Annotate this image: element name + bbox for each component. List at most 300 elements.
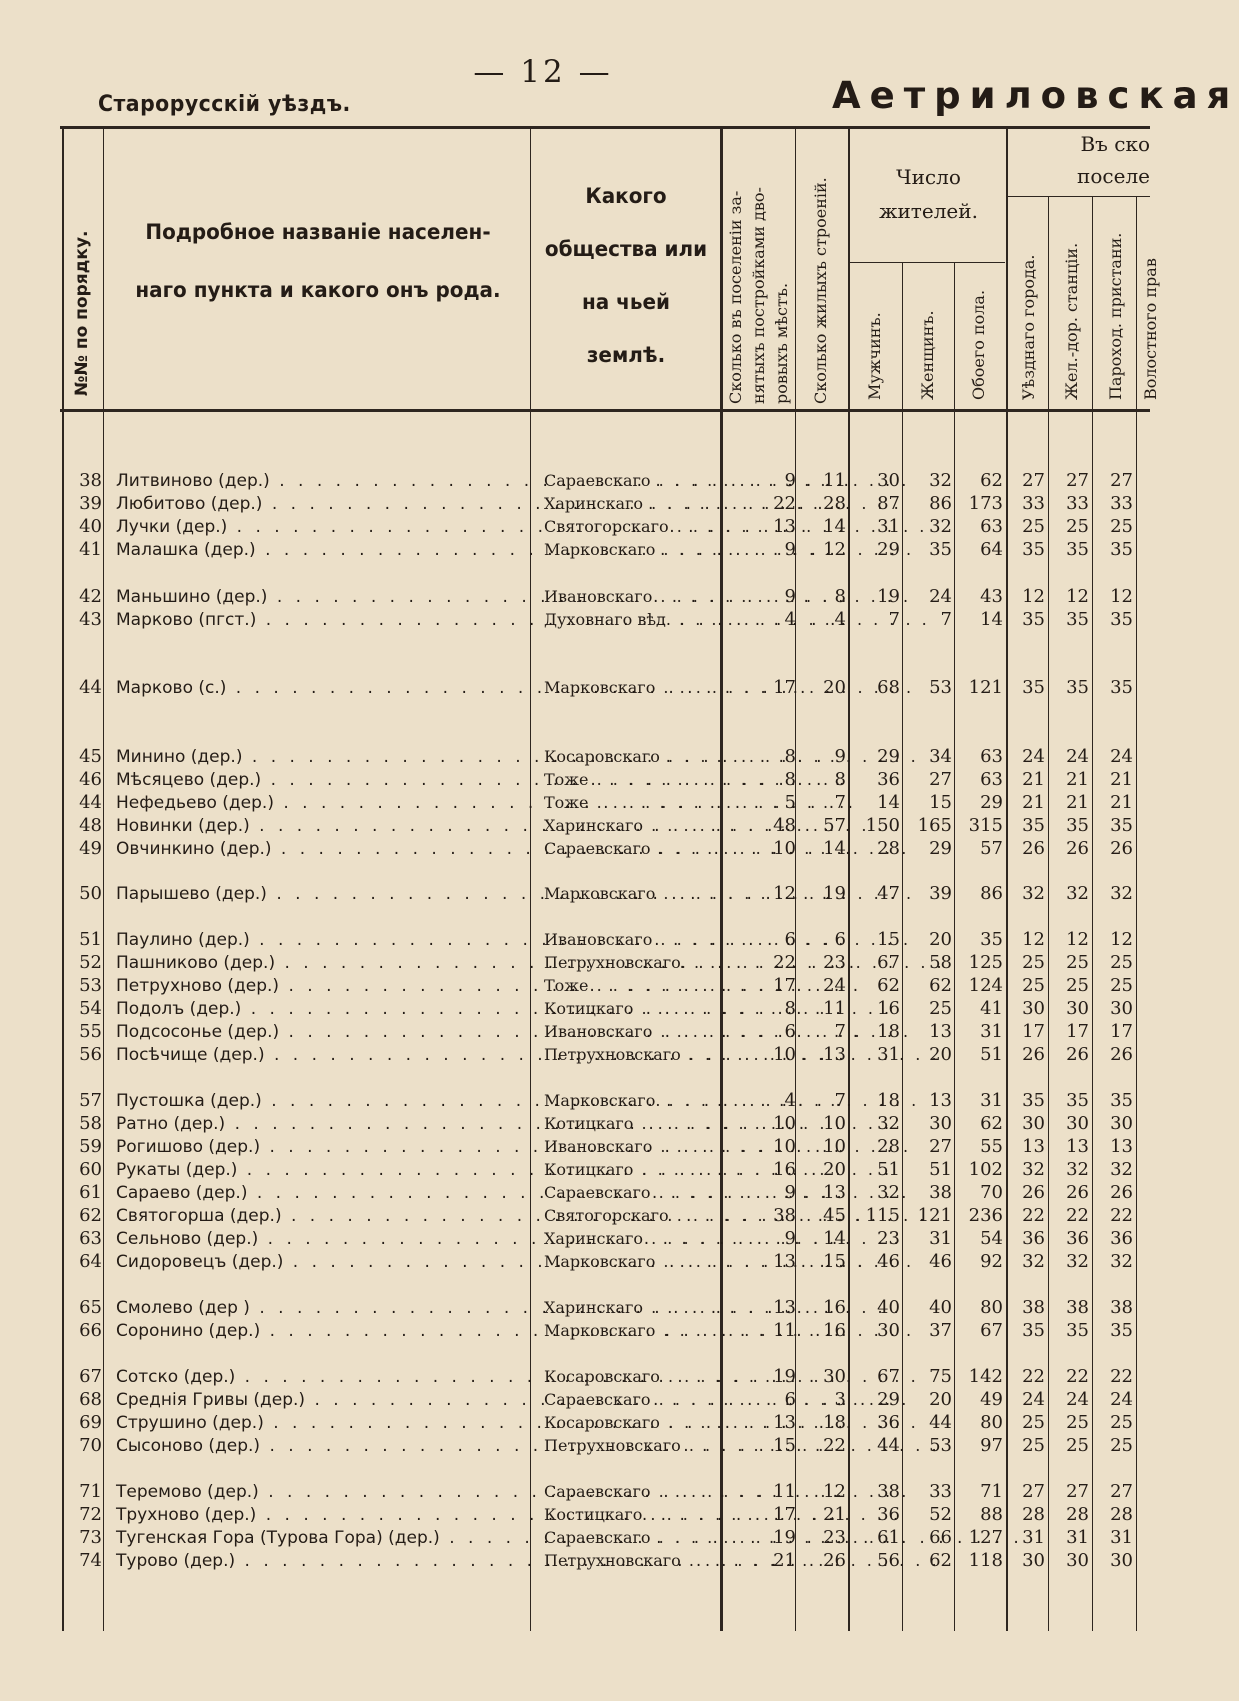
- cell-m: 67: [877, 1366, 900, 1387]
- cell-y: 15: [773, 1435, 796, 1456]
- cell-y: 22: [773, 493, 796, 514]
- cell-d1: 35: [1022, 1320, 1045, 1341]
- cell-d2: 35: [1066, 677, 1089, 698]
- cell-d2: 35: [1066, 609, 1089, 630]
- table-row: [0, 1090, 1150, 1112]
- cell-d1: 32: [1022, 883, 1045, 904]
- settlement-name: Овчинкино (дер.) . . .: [116, 838, 526, 860]
- cell-d3: 30: [1110, 1550, 1133, 1571]
- cell-d2: 21: [1066, 769, 1089, 790]
- cell-b: 10: [823, 1113, 846, 1134]
- cell-d1: 25: [1022, 516, 1045, 537]
- table-top-rule: [60, 126, 1150, 129]
- cell-b: 12: [823, 539, 846, 560]
- cell-d1: 25: [1022, 1435, 1045, 1456]
- cell-m: 40: [877, 1297, 900, 1318]
- table-row: [0, 1481, 1150, 1503]
- table-row: [0, 1366, 1150, 1388]
- row-number: 46: [79, 769, 102, 790]
- cell-m: 29: [877, 539, 900, 560]
- society-name: Тоже . . .: [544, 769, 720, 791]
- society-name: Марковскаго . . .: [544, 883, 720, 905]
- row-number: 54: [79, 998, 102, 1019]
- cell-w: 165: [917, 815, 952, 836]
- society-name: Духовнаго вѣд. . . .: [544, 609, 720, 631]
- cell-b: 14: [823, 838, 846, 859]
- cell-d2: 12: [1066, 586, 1089, 607]
- cell-d1: 35: [1022, 609, 1045, 630]
- cell-y: 17: [773, 1504, 796, 1525]
- cell-t: 62: [980, 470, 1003, 491]
- cell-d3: 27: [1110, 1481, 1133, 1502]
- cell-w: 35: [929, 539, 952, 560]
- cell-d2: 25: [1066, 516, 1089, 537]
- cell-d1: 26: [1022, 1044, 1045, 1065]
- settlement-name: Сидоровецъ (дер.) . . .: [116, 1251, 526, 1273]
- cell-t: 118: [968, 1550, 1003, 1571]
- cell-d1: 26: [1022, 838, 1045, 859]
- cell-d2: 30: [1066, 1113, 1089, 1134]
- population-subheader-rule: [850, 262, 1005, 263]
- cell-d1: 13: [1022, 1136, 1045, 1157]
- cell-w: 44: [929, 1412, 952, 1433]
- table-row: [0, 815, 1150, 837]
- cell-w: 62: [929, 1550, 952, 1571]
- cell-d1: 30: [1022, 1113, 1045, 1134]
- row-number: 64: [79, 1251, 102, 1272]
- cell-y: 13: [773, 1251, 796, 1272]
- cell-b: 30: [823, 1366, 846, 1387]
- cell-d1: 12: [1022, 929, 1045, 950]
- row-number: 40: [79, 516, 102, 537]
- cell-y: 48: [773, 815, 796, 836]
- society-name: Харинскаго . . .: [544, 1228, 720, 1250]
- cell-t: 62: [980, 1113, 1003, 1134]
- cell-t: 14: [980, 609, 1003, 630]
- cell-d1: 22: [1022, 1366, 1045, 1387]
- settlement-name: Литвиново (дер.) . . .: [116, 470, 526, 492]
- cell-b: 20: [823, 677, 846, 698]
- cell-b: 7: [834, 1090, 846, 1111]
- cell-d3: 25: [1110, 1412, 1133, 1433]
- cell-d1: 24: [1022, 1389, 1045, 1410]
- settlement-name: Паулино (дер.) . . .: [116, 929, 526, 951]
- cell-d1: 26: [1022, 1182, 1045, 1203]
- table-row: [0, 1136, 1150, 1158]
- cell-y: 6: [784, 1389, 796, 1410]
- cell-y: 16: [773, 1159, 796, 1180]
- header-women: Женщинъ.: [918, 310, 937, 400]
- cell-b: 14: [823, 1228, 846, 1249]
- cell-d1: 35: [1022, 539, 1045, 560]
- row-number: 70: [79, 1435, 102, 1456]
- society-name: Сараевскаго . . .: [544, 1527, 720, 1549]
- cell-w: 37: [929, 1320, 952, 1341]
- society-name: Петрухновскаго. . . .: [544, 952, 720, 974]
- table-row: [0, 929, 1150, 951]
- cell-t: 121: [968, 677, 1003, 698]
- society-name: Сараевскаго . . .: [544, 1182, 720, 1204]
- row-number: 57: [79, 1090, 102, 1111]
- settlement-name: Марково (с.) . . .: [116, 677, 526, 699]
- cell-b: 16: [823, 1297, 846, 1318]
- table-row: [0, 952, 1150, 974]
- table-row: [0, 516, 1150, 538]
- cell-d1: 38: [1022, 1297, 1045, 1318]
- cell-t: 51: [980, 1044, 1003, 1065]
- settlement-name: Струшино (дер.) . . .: [116, 1412, 526, 1434]
- cell-b: 10: [823, 1136, 846, 1157]
- settlement-name: Минино (дер.) . . .: [116, 746, 526, 768]
- society-name: Марковскаго . . .: [544, 677, 720, 699]
- cell-d3: 21: [1110, 769, 1133, 790]
- settlement-name: Пустошка (дер.) . . .: [116, 1090, 526, 1112]
- settlement-name: Сараево (дер.) . . .: [116, 1182, 526, 1204]
- cell-d3: 26: [1110, 1182, 1133, 1203]
- cell-y: 6: [784, 929, 796, 950]
- settlement-name: Петрухново (дер.) . . .: [116, 975, 526, 997]
- row-number: 53: [79, 975, 102, 996]
- cell-b: 13: [823, 1182, 846, 1203]
- cell-m: 115: [865, 1205, 900, 1226]
- table-row: [0, 998, 1150, 1020]
- cell-d3: 12: [1110, 586, 1133, 607]
- cell-m: 62: [877, 975, 900, 996]
- cell-y: 9: [784, 586, 796, 607]
- table-row: [0, 470, 1150, 492]
- cell-d2: 22: [1066, 1205, 1089, 1226]
- cell-t: 43: [980, 586, 1003, 607]
- cell-m: 18: [877, 1021, 900, 1042]
- cell-w: 40: [929, 1297, 952, 1318]
- cell-d2: 27: [1066, 1481, 1089, 1502]
- cell-d3: 35: [1110, 609, 1133, 630]
- cell-d1: 36: [1022, 1228, 1045, 1249]
- society-name: Марковскаго . . .: [544, 539, 720, 561]
- cell-t: 31: [980, 1090, 1003, 1111]
- cell-b: 14: [823, 516, 846, 537]
- cell-d1: 27: [1022, 1481, 1045, 1502]
- cell-y: 11: [773, 1481, 796, 1502]
- cell-d3: 31: [1110, 1527, 1133, 1548]
- cell-m: 38: [877, 1481, 900, 1502]
- cell-d1: 35: [1022, 677, 1045, 698]
- cell-t: 63: [980, 516, 1003, 537]
- cell-t: 102: [968, 1159, 1003, 1180]
- cell-m: 51: [877, 1159, 900, 1180]
- cell-y: 4: [784, 1090, 796, 1111]
- society-name: Тоже . . .: [544, 792, 720, 814]
- header-town: Уѣзднаго города.: [1019, 254, 1038, 400]
- table-row: [0, 883, 1150, 905]
- cell-m: 29: [877, 1389, 900, 1410]
- cell-d3: 35: [1110, 539, 1133, 560]
- cell-t: 35: [980, 929, 1003, 950]
- society-name: Ивановскаго . . .: [544, 1136, 720, 1158]
- cell-b: 4: [834, 609, 846, 630]
- cell-b: 23: [823, 952, 846, 973]
- cell-d3: 32: [1110, 883, 1133, 904]
- cell-y: 13: [773, 1297, 796, 1318]
- society-name: Петрухновскаго . . .: [544, 1044, 720, 1066]
- header-name: Подробное названіе населен- наго пункта и какого онъ рода.: [135, 220, 501, 302]
- settlement-name: Сельново (дер.) . . .: [116, 1228, 526, 1250]
- cell-y: 8: [784, 769, 796, 790]
- society-name: Сараевскаго . . .: [544, 1389, 720, 1411]
- cell-t: 315: [968, 815, 1003, 836]
- row-number: 45: [79, 746, 102, 767]
- cell-b: 26: [823, 1550, 846, 1571]
- cell-m: 87: [877, 493, 900, 514]
- cell-m: 16: [877, 998, 900, 1019]
- district-title: Старорусскій уѣздъ.: [98, 92, 351, 117]
- cell-t: 49: [980, 1389, 1003, 1410]
- cell-d1: 25: [1022, 975, 1045, 996]
- row-number: 50: [79, 883, 102, 904]
- settlement-name: Мѣсяцево (дер.) . . .: [116, 769, 526, 791]
- cell-d2: 32: [1066, 1159, 1089, 1180]
- cell-d1: 30: [1022, 1550, 1045, 1571]
- cell-y: 10: [773, 1044, 796, 1065]
- page-number: — 12 —: [473, 54, 613, 90]
- cell-m: 36: [877, 1412, 900, 1433]
- cell-t: 57: [980, 838, 1003, 859]
- cell-d2: 32: [1066, 1251, 1089, 1272]
- header-num: №№ по порядку.: [72, 230, 92, 396]
- cell-d2: 30: [1066, 1550, 1089, 1571]
- cell-y: 10: [773, 1113, 796, 1134]
- row-number: 39: [79, 493, 102, 514]
- cell-w: 121: [917, 1205, 952, 1226]
- cell-w: 32: [929, 516, 952, 537]
- cell-d3: 30: [1110, 998, 1133, 1019]
- cell-d2: 25: [1066, 975, 1089, 996]
- cell-b: 19: [823, 883, 846, 904]
- cell-m: 36: [877, 769, 900, 790]
- cell-m: 15: [877, 929, 900, 950]
- cell-t: 55: [980, 1136, 1003, 1157]
- cell-b: 8: [834, 586, 846, 607]
- settlement-name: Теремово (дер.) . . .: [116, 1481, 526, 1503]
- row-number: 62: [79, 1205, 102, 1226]
- cell-d2: 24: [1066, 1389, 1089, 1410]
- cell-b: 3: [834, 1389, 846, 1410]
- society-name: Котицкаго . . .: [544, 1113, 720, 1135]
- cell-d3: 35: [1110, 1090, 1133, 1111]
- cell-d3: 24: [1110, 1389, 1133, 1410]
- cell-w: 25: [929, 998, 952, 1019]
- cell-d2: 17: [1066, 1021, 1089, 1042]
- cell-d1: 31: [1022, 1527, 1045, 1548]
- society-name: Марковскаго . . .: [544, 1320, 720, 1342]
- settlement-name: Лучки (дер.) . . .: [116, 516, 526, 538]
- table-row: [0, 1228, 1150, 1250]
- cell-w: 34: [929, 746, 952, 767]
- cell-d2: 35: [1066, 815, 1089, 836]
- cell-m: 29: [877, 746, 900, 767]
- cell-w: 27: [929, 769, 952, 790]
- cell-d2: 28: [1066, 1504, 1089, 1525]
- cell-m: 68: [877, 677, 900, 698]
- cell-w: 38: [929, 1182, 952, 1203]
- settlement-name: Смолево (дер ) . . .: [116, 1297, 526, 1319]
- cell-y: 19: [773, 1527, 796, 1548]
- table-row: [0, 838, 1150, 860]
- cell-d2: 26: [1066, 838, 1089, 859]
- cell-w: 46: [929, 1251, 952, 1272]
- cell-t: 70: [980, 1182, 1003, 1203]
- society-name: Котицкаго . . .: [544, 1159, 720, 1181]
- cell-w: 13: [929, 1090, 952, 1111]
- society-name: Косаровскаго . . .: [544, 1366, 720, 1388]
- settlement-name: Ратно (дер.) . . .: [116, 1113, 526, 1135]
- table-row: [0, 586, 1150, 608]
- cell-d1: 28: [1022, 1504, 1045, 1525]
- society-name: Харинскаго . . .: [544, 815, 720, 837]
- cell-d3: 36: [1110, 1228, 1133, 1249]
- table-row: [0, 1251, 1150, 1273]
- cell-w: 20: [929, 929, 952, 950]
- cell-w: 53: [929, 677, 952, 698]
- settlement-name: Подсосонье (дер.) . . .: [116, 1021, 526, 1043]
- cell-b: 23: [823, 1527, 846, 1548]
- cell-w: 29: [929, 838, 952, 859]
- cell-w: 15: [929, 792, 952, 813]
- header-pier: Пароход. пристани.: [1106, 232, 1125, 400]
- cell-d2: 33: [1066, 493, 1089, 514]
- society-name: Косаровскаго . . .: [544, 1412, 720, 1434]
- cell-d2: 27: [1066, 470, 1089, 491]
- table-row: [0, 1550, 1150, 1572]
- cell-y: 13: [773, 1412, 796, 1433]
- cell-t: 127: [968, 1527, 1003, 1548]
- society-name: Петрухновскаго . . .: [544, 1550, 720, 1572]
- settlement-name: Сотско (дер.) . . .: [116, 1366, 526, 1388]
- row-number: 55: [79, 1021, 102, 1042]
- cell-d3: 27: [1110, 470, 1133, 491]
- cell-b: 57: [823, 815, 846, 836]
- cell-d3: 35: [1110, 1320, 1133, 1341]
- table-row: [0, 975, 1150, 997]
- cell-d2: 30: [1066, 998, 1089, 1019]
- cell-d3: 26: [1110, 838, 1133, 859]
- cell-d1: 30: [1022, 998, 1045, 1019]
- cell-d3: 33: [1110, 493, 1133, 514]
- settlement-name: Сысоново (дер.) . . .: [116, 1435, 526, 1457]
- header-buildings: Сколько жилыхъ строеній.: [811, 177, 830, 404]
- table-row: [0, 1205, 1150, 1227]
- cell-t: 97: [980, 1435, 1003, 1456]
- society-name: Харинскаго . . .: [544, 1297, 720, 1319]
- society-name: Харинскаго . . .: [544, 493, 720, 515]
- cell-d1: 27: [1022, 470, 1045, 491]
- row-number: 73: [79, 1527, 102, 1548]
- settlement-name: Среднія Гривы (дер.) . . .: [116, 1389, 526, 1411]
- table-row: [0, 493, 1150, 515]
- row-number: 43: [79, 609, 102, 630]
- row-number: 38: [79, 470, 102, 491]
- cell-d1: 35: [1022, 815, 1045, 836]
- cell-d1: 35: [1022, 1090, 1045, 1111]
- cell-t: 63: [980, 746, 1003, 767]
- society-name: Ивановскаго . . .: [544, 1021, 720, 1043]
- cell-y: 10: [773, 1136, 796, 1157]
- cell-y: 12: [773, 883, 796, 904]
- settlement-name: Пашниково (дер.) . . .: [116, 952, 526, 974]
- header-men: Мужчинъ.: [865, 312, 884, 400]
- cell-d2: 21: [1066, 792, 1089, 813]
- table-row: [0, 792, 1150, 814]
- header-population: Число жителей.: [879, 165, 978, 223]
- settlement-name: Рукаты (дер.) . . .: [116, 1159, 526, 1181]
- cell-d1: 25: [1022, 952, 1045, 973]
- cell-w: 86: [929, 493, 952, 514]
- cell-b: 16: [823, 1320, 846, 1341]
- cell-d2: 13: [1066, 1136, 1089, 1157]
- table-row: [0, 1021, 1150, 1043]
- cell-b: 45: [823, 1205, 846, 1226]
- cell-d2: 35: [1066, 1090, 1089, 1111]
- cell-b: 7: [834, 792, 846, 813]
- settlement-name: Трухново (дер.) . . .: [116, 1504, 526, 1526]
- cell-t: 67: [980, 1320, 1003, 1341]
- cell-m: 31: [877, 1044, 900, 1065]
- cell-d2: 25: [1066, 1412, 1089, 1433]
- cell-b: 12: [823, 1481, 846, 1502]
- cell-d2: 36: [1066, 1228, 1089, 1249]
- cell-t: 86: [980, 883, 1003, 904]
- cell-d1: 25: [1022, 1412, 1045, 1433]
- cell-t: 31: [980, 1021, 1003, 1042]
- settlement-name: Парышево (дер.) . . .: [116, 883, 526, 905]
- cell-t: 125: [968, 952, 1003, 973]
- table-row: [0, 1435, 1150, 1457]
- cell-m: 32: [877, 1113, 900, 1134]
- row-number: 58: [79, 1113, 102, 1134]
- table-row: [0, 746, 1150, 768]
- cell-d3: 25: [1110, 975, 1133, 996]
- society-name: Ивановскаго . . .: [544, 929, 720, 951]
- cell-y: 9: [784, 470, 796, 491]
- cell-m: 56: [877, 1550, 900, 1571]
- row-number: 72: [79, 1504, 102, 1525]
- header-society: Какого общества или на чьей землѣ.: [544, 184, 708, 367]
- settlement-name: Турово (дер.) . . .: [116, 1550, 526, 1572]
- row-number: 41: [79, 539, 102, 560]
- cell-t: 41: [980, 998, 1003, 1019]
- header-both: Обоего пола.: [969, 289, 988, 400]
- row-number: 66: [79, 1320, 102, 1341]
- row-number: 52: [79, 952, 102, 973]
- society-name: Святогорскаго . . .: [544, 1205, 720, 1227]
- cell-t: 88: [980, 1504, 1003, 1525]
- cell-d3: 25: [1110, 516, 1133, 537]
- cell-m: 30: [877, 1320, 900, 1341]
- cell-d2: 38: [1066, 1297, 1089, 1318]
- row-number: 74: [79, 1550, 102, 1571]
- cell-d3: 32: [1110, 1159, 1133, 1180]
- cell-d2: 35: [1066, 1320, 1089, 1341]
- table-row: [0, 1527, 1150, 1549]
- cell-d3: 26: [1110, 1044, 1133, 1065]
- society-name: Косаровскаго . . .: [544, 746, 720, 768]
- row-number: 56: [79, 1044, 102, 1065]
- cell-w: 7: [940, 609, 952, 630]
- cell-w: 53: [929, 1435, 952, 1456]
- table-row: [0, 1044, 1150, 1066]
- header-volost: Волостного прав: [1141, 258, 1160, 400]
- society-name: Сараевскаго . . .: [544, 1481, 720, 1503]
